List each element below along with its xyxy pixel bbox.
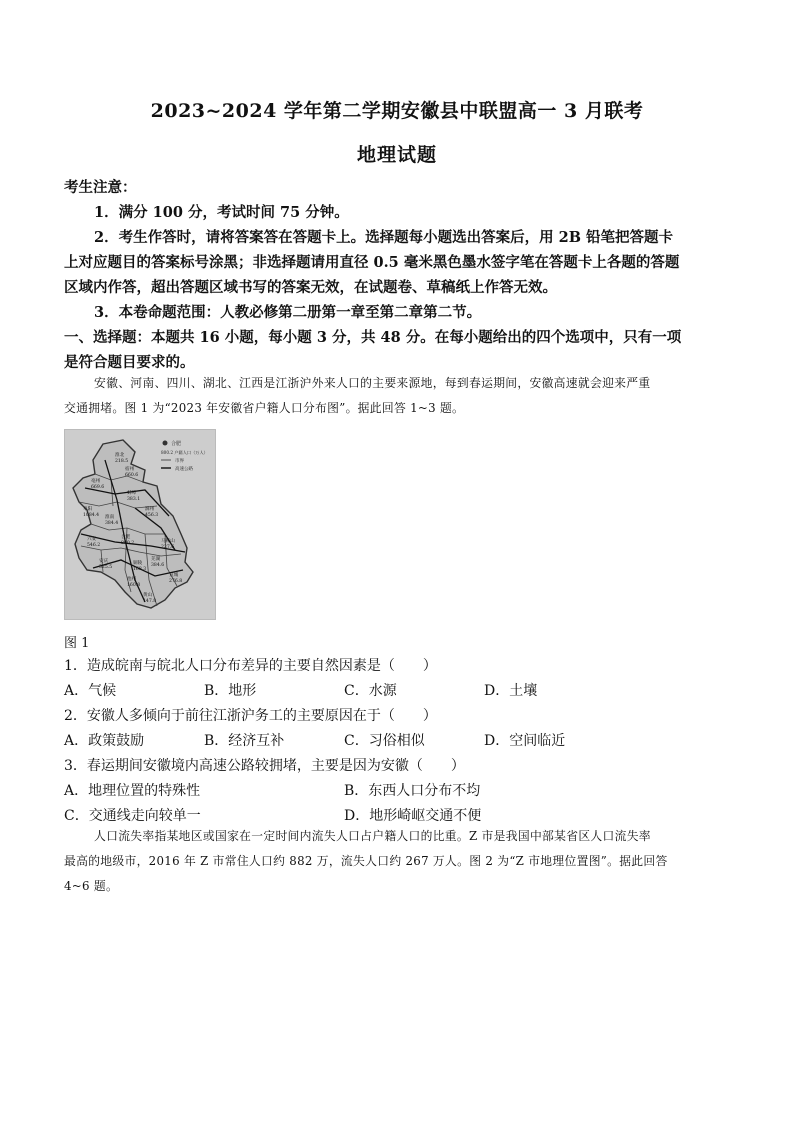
- q3-option-a: A．地理位置的特殊性: [64, 783, 201, 799]
- notes-heading: 考生注意：: [64, 179, 137, 196]
- svg-text:宣城: 宣城: [169, 573, 179, 578]
- passage-2-line-3: 4~6 题。: [64, 879, 119, 893]
- q2-option-c: C．习俗相似: [344, 733, 425, 749]
- svg-text:马鞍山: 马鞍山: [161, 539, 175, 544]
- q2-option-d: D．空间临近: [484, 733, 566, 749]
- svg-text:384.6: 384.6: [151, 563, 165, 568]
- svg-text:安庆: 安庆: [99, 559, 109, 564]
- svg-text:800.2: 800.2: [121, 541, 135, 546]
- exam-title: 2023~2024 学年第二学期安徽县中联盟高一 3 月联考: [150, 100, 644, 122]
- question-2-stem: 2．安徽人多倾向于前往江浙沪务工的主要原因在于（ ）: [64, 708, 437, 724]
- q1-option-b: B．地形: [204, 683, 257, 699]
- svg-text:铜陵: 铜陵: [133, 561, 143, 566]
- section-heading: 一、选择题：本题共 16 小题，每小题 3 分，共 48 分。在每小题给出的四个选项中，只有一项: [64, 329, 682, 346]
- svg-text:660.6: 660.6: [125, 473, 139, 478]
- q1-option-a: A．气候: [64, 683, 117, 699]
- q3-option-d: D．地形崎岖交通不便: [344, 808, 482, 824]
- passage-2-line-1: 人口流失率指某地区或国家在一定时间内流失人口占户籍人口的比重。Z 市是我国中部某省区人口流失率: [94, 829, 651, 843]
- svg-text:合肥: 合肥: [171, 441, 182, 447]
- svg-text:1084.4: 1084.4: [83, 513, 100, 518]
- svg-text:池州: 池州: [127, 577, 137, 582]
- q3-option-b: B．东西人口分布不均: [344, 783, 481, 799]
- svg-text:高速公路: 高速公路: [175, 467, 193, 472]
- svg-text:227.6: 227.6: [161, 545, 175, 550]
- section-heading-cont: 是符合题目要求的。: [64, 354, 195, 371]
- question-1-stem: 1．造成皖南与皖北人口分布差异的主要自然因素是（ ）: [64, 658, 437, 674]
- passage-2-line-2: 最高的地级市，2016 年 Z 市常住人口约 882 万，流失人口约 267 万人。图 2 为“Z 市地理位置图”。据此回答: [64, 854, 668, 868]
- q2-option-b: B．经济互补: [204, 733, 285, 749]
- question-3-stem: 3．春运期间安徽境内高速公路较拥堵，主要是因为安徽（ ）: [64, 758, 465, 774]
- svg-text:218.5: 218.5: [115, 459, 129, 464]
- svg-text:276.8: 276.8: [169, 579, 183, 584]
- note-2-cont-2: 区域内作答，超出答题区域书写的答案无效，在试题卷、草稿纸上作答无效。: [64, 279, 557, 296]
- svg-text:滁州: 滁州: [145, 507, 155, 512]
- svg-text:168.3: 168.3: [133, 567, 147, 572]
- anhui-population-map: [64, 429, 216, 620]
- svg-text:800.2 户籍人口（万人）: 800.2 户籍人口（万人）: [161, 450, 208, 455]
- passage-1-line-1: 安徽、河南、四川、湖北、江西是江浙沪外来人口的主要来源地，每到春运期间，安徽高速就会迎来严重: [94, 376, 651, 390]
- svg-text:市界: 市界: [175, 459, 184, 464]
- exam-subject: 地理试题: [356, 144, 437, 166]
- svg-text:160.8: 160.8: [127, 583, 141, 588]
- svg-text:阜阳: 阜阳: [83, 507, 93, 512]
- svg-text:383.1: 383.1: [127, 497, 141, 502]
- svg-text:六安: 六安: [87, 537, 97, 542]
- note-3: 3．本卷命题范围：人教必修第二册第一章至第二章第二节。: [94, 304, 482, 321]
- q1-option-d: D．土壤: [484, 683, 538, 699]
- svg-text:384.4: 384.4: [105, 521, 119, 526]
- passage-1-line-2: 交通拥堵。图 1 为“2023 年安徽省户籍人口分布图”。据此回答 1~3 题。: [64, 401, 465, 415]
- svg-text:147.8: 147.8: [143, 599, 157, 604]
- note-2-cont-1: 上对应题目的答案标号涂黑；非选择题请用直径 0.5 毫米黑色墨水签字笔在答题卡上各题的答题: [64, 254, 680, 271]
- figure-1-caption: 图 1: [64, 636, 90, 651]
- note-2: 2．考生作答时，请将答案答在答题卡上。选择题每小题选出答案后，用 2B 铅笔把答题卡: [94, 229, 674, 246]
- svg-text:669.6: 669.6: [91, 485, 105, 490]
- svg-text:525.5: 525.5: [99, 565, 113, 570]
- svg-text:456.3: 456.3: [145, 513, 159, 518]
- q2-option-a: A．政策鼓励: [64, 733, 145, 749]
- q3-option-c: C．交通线走向较单一: [64, 808, 201, 824]
- q1-option-c: C．水源: [344, 683, 397, 699]
- svg-text:淮南: 淮南: [105, 515, 115, 520]
- svg-text:淮北: 淮北: [115, 453, 125, 458]
- svg-text:芜湖: 芜湖: [151, 557, 161, 562]
- svg-text:合肥: 合肥: [121, 535, 131, 540]
- svg-text:亳州: 亳州: [91, 479, 101, 484]
- svg-text:546.2: 546.2: [87, 543, 101, 548]
- note-1: 1．满分 100 分，考试时间 75 分钟。: [94, 204, 349, 221]
- svg-text:蚌埠: 蚌埠: [127, 491, 137, 496]
- svg-text:黄山: 黄山: [143, 593, 153, 598]
- svg-text:宿州: 宿州: [125, 467, 135, 472]
- map-svg: [65, 430, 215, 619]
